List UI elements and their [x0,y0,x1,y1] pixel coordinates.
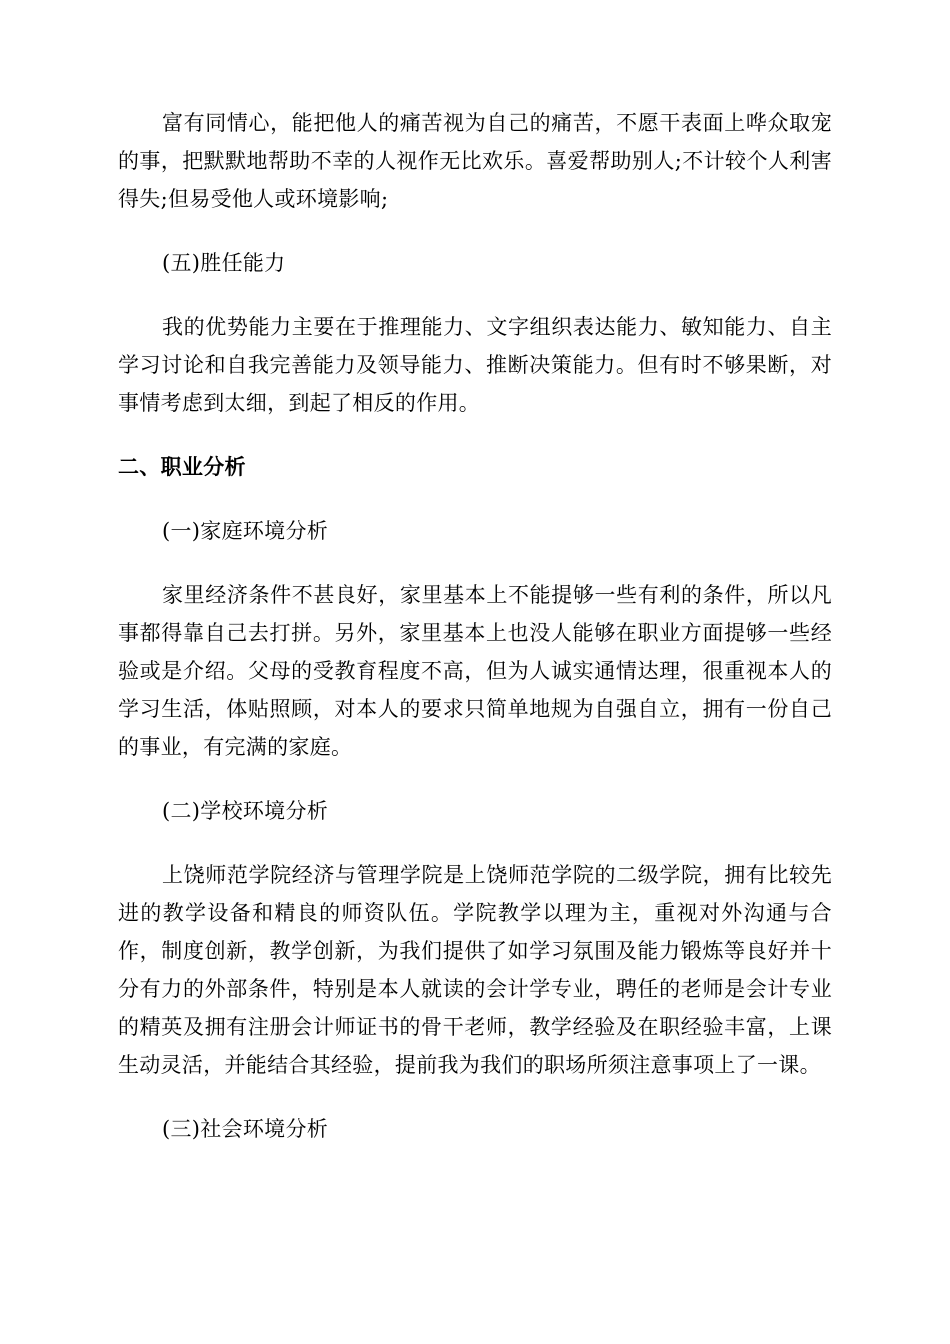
paragraph-school: 上饶师范学院经济与管理学院是上饶师范学院的二级学院，拥有比较先进的教学设备和精良的师资队伍。学院教学以理为主，重视对外沟通与合作，制度创新，教学创新，为我们提供了如学习氛围及能力锻炼等良好并十分有力的外部条件，特别是本人就读的会计学专业，聘任的老师是会计专业的精英及拥有注册会计师证书的骨干老师，教学经验及在职经验丰富，上课生动灵活，并能结合其经验，提前我为我们的职场所须注意事项上了一课。 [118,863,832,1077]
spacer [118,486,832,512]
paragraph-abilities: 我的优势能力主要在于推理能力、文字组织表达能力、敏知能力、自主学习讨论和自我完善能力及领导能力、推断决策能力。但有时不够果断，对事情考虑到太细，到起了相反的作用。 [118,315,832,415]
spacer [118,218,832,244]
subheading-school: (二)学校环境分析 [162,799,329,823]
spacer [118,830,832,856]
subheading-family: (一)家庭环境分析 [162,519,329,543]
spacer [118,1084,832,1110]
spacer [118,282,832,308]
paragraph-compassion: 富有同情心，能把他人的痛苦视为自己的痛苦，不愿干表面上哗众取宠的事，把默默地帮助不幸的人视作无比欢乐。喜爱帮助别人;不计较个人利害得失;但易受他人或环境影响; [118,111,832,211]
section-heading-career-analysis: 二、职业分析 [118,455,246,479]
spacer [118,422,832,448]
document-page [118,104,832,1148]
subheading-competence: (五)胜任能力 [162,251,286,275]
spacer [118,766,832,792]
subheading-society: (三)社会环境分析 [162,1117,329,1141]
paragraph-family: 家里经济条件不甚良好，家里基本上不能提够一些有利的条件，所以凡事都得靠自己去打拼。另外，家里基本上也没人能够在职业方面提够一些经验或是介绍。父母的受教育程度不高，但为人诚实通情达理，很重视本人的学习生活，体贴照顾，对本人的要求只简单地规为自强自立，拥有一份自己的事业，有完满的家庭。 [118,583,832,759]
spacer [118,550,832,576]
